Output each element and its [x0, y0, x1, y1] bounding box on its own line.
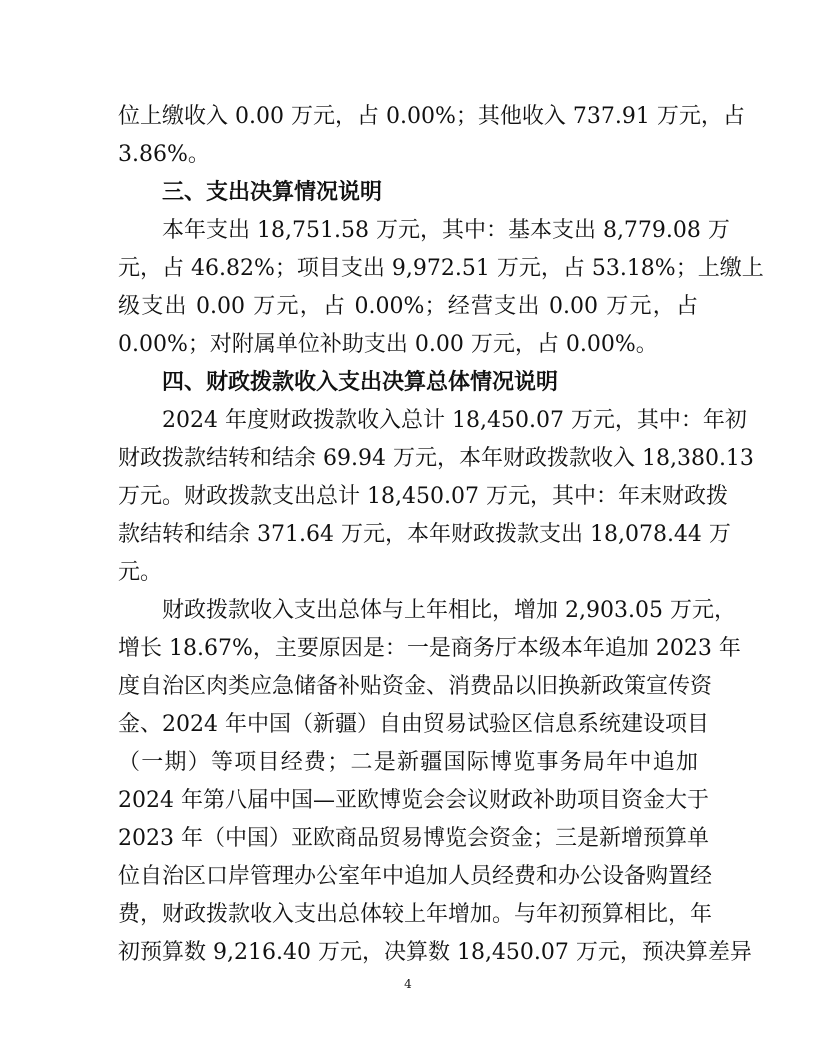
paragraph-line: 款结转和结余 371.64 万元，本年财政拨款支出 18,078.44 万: [118, 522, 731, 547]
paragraph-line: 金、2024 年中国（新疆）自由贸易试验区信息系统建设项目: [118, 712, 709, 737]
paragraph-line: 位自治区口岸管理办公室年中追加人员经费和办公设备购置经: [118, 864, 713, 889]
paragraph-line: 万元。财政拨款支出总计 18,450.07 万元，其中：年末财政拨: [118, 484, 728, 509]
paragraph-line: 2023 年（中国）亚欧商品贸易博览会资金；三是新增预算单: [118, 826, 709, 851]
paragraph-line: 增长 18.67%，主要原因是：一是商务厅本级本年追加 2023 年: [118, 636, 741, 661]
paragraph-line: 2024 年度财政拨款收入总计 18,450.07 万元，其中：年初: [162, 408, 747, 433]
paragraph-line: 度自治区肉类应急储备补贴资金、消费品以旧换新政策宣传资: [118, 674, 713, 699]
paragraph-line: 元，占 46.82%；项目支出 9,972.51 万元，占 53.18%；上缴上: [118, 256, 764, 281]
page-number: 4: [404, 977, 412, 991]
paragraph-line: 财政拨款收入支出总体与上年相比，增加 2,903.05 万元，: [162, 598, 736, 623]
paragraph-line: 本年支出 18,751.58 万元，其中：基本支出 8,779.08 万: [162, 218, 730, 243]
paragraph-line: 级支出 0.00 万元，占 0.00%；经营支出 0.00 万元，占: [118, 294, 698, 319]
paragraph-line: 元。: [118, 560, 163, 585]
paragraph-line: 财政拨款结转和结余 69.94 万元，本年财政拨款收入 18,380.13: [118, 446, 754, 471]
paragraph-line: 费，财政拨款收入支出总体较上年增加。与年初预算相比，年: [118, 902, 713, 927]
paragraph-line: 0.00%；对附属单位补助支出 0.00 万元，占 0.00%。: [118, 332, 658, 357]
paragraph-line: 2024 年第八届中国—亚欧博览会会议财政补助项目资金大于: [118, 788, 709, 813]
section-heading: 三、支出决算情况说明: [162, 180, 383, 205]
paragraph-line: 3.86%。: [118, 142, 210, 167]
paragraph-line: 位上缴收入 0.00 万元，占 0.00%；其他收入 737.91 万元，占: [118, 104, 745, 129]
paragraph-line: 初预算数 9,216.40 万元，决算数 18,450.07 万元，预决算差异: [118, 940, 752, 965]
section-heading: 四、财政拨款收入支出决算总体情况说明: [162, 370, 559, 395]
paragraph-line: （一期）等项目经费；二是新疆国际博览事务局年中追加: [118, 750, 698, 775]
